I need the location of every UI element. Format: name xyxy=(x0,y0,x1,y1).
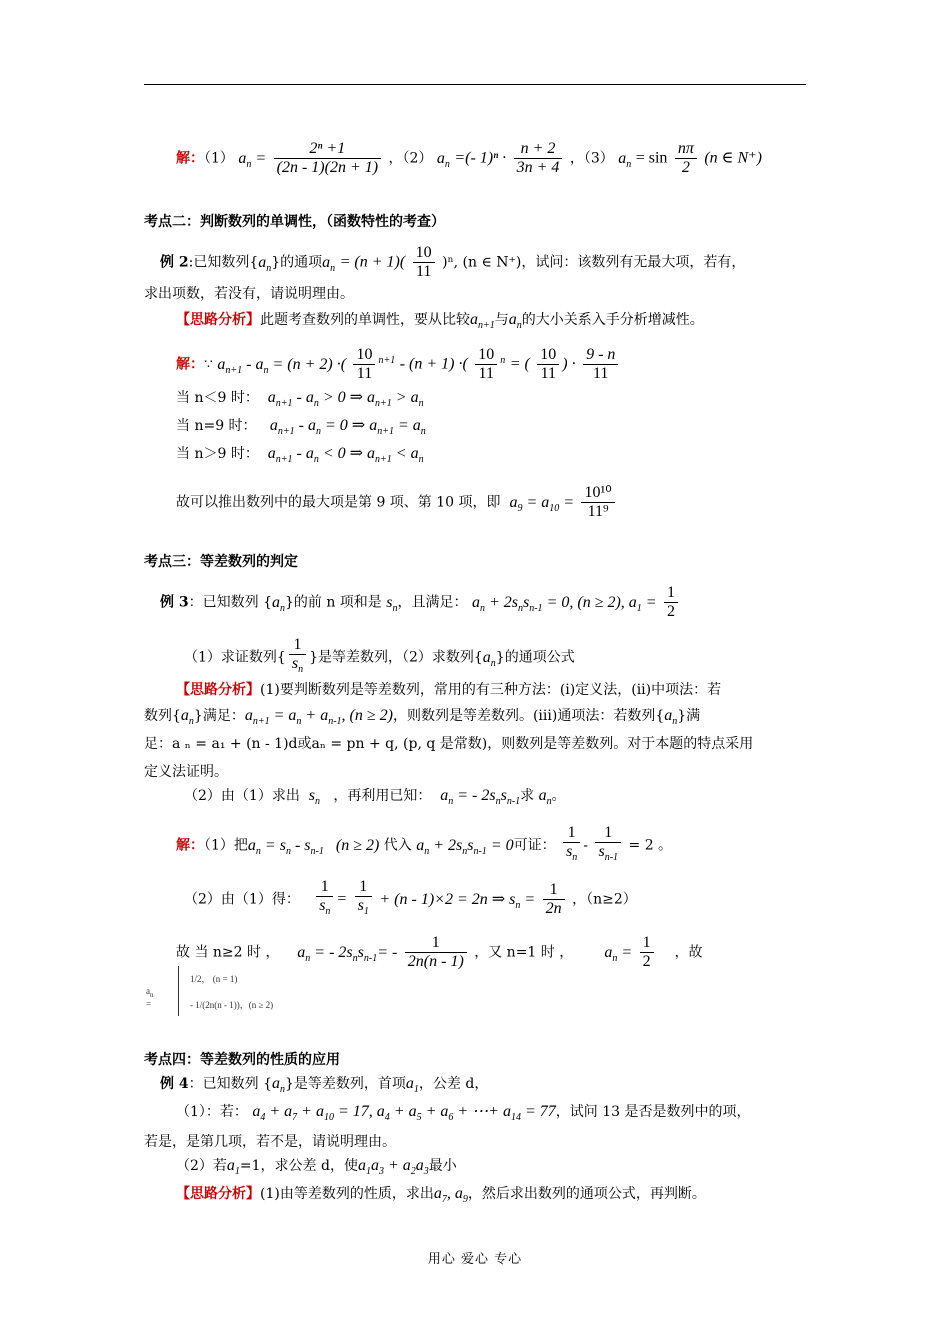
example-4-q1-line2: 若是，是第几项，若不是，请说明理由。 xyxy=(144,1134,396,1150)
analysis-4: 【思路分析】(1)由等差数列的性质，求出$a_7$, $a_9$，然后求出数列的通项公式，再判断。 xyxy=(176,1185,706,1206)
solution-3-line1: 解：（1）把$a_n = s_n - s_{n-1}$ (n ≥ 2) 代入 $a_n + 2s_ns_{n-1} = 0$可证： $\frac{1}{s_n}$ - $\frac{1}{s_{n-1}}$ = 2 。 xyxy=(176,824,673,864)
example-4-q2: （2）若$a_1=1$，求公差 d，使$a_1a_3 + a_2a_3$最小 xyxy=(176,1157,457,1178)
solution-2: 解：∵ $a_{n+1} - a_n = (n + 2)$ ·( $\frac{10}{11}$ $^{n+1}$ - (n + 1) ·( $\frac{10}{11}$ $^n$ = ( $\frac{10}{11}$ ) · $\frac{9 - n}{11}$ xyxy=(176,346,621,383)
section-title-kp2: 考点二：判断数列的单调性，（函数特性的考查） xyxy=(144,214,445,230)
ex1-solution: 解：（1） $a_n$ = $\frac{\text{2ⁿ +1}}{(2n - 1)(2n + 1)}$ ，（2） $a_n$ =(- 1)ⁿ · $\frac{n + 2}{3n + 4}$ ，（3） $a_n = \sin$ $\frac{n\pi}{2}$ (n ∈ N⁺) xyxy=(176,140,762,176)
analysis-3-line1: 【思路分析】(1)要判断数列是等差数列，常用的有三种方法：(i)定义法，(ii)中项法：若 xyxy=(176,682,722,698)
section-title-kp4: 考点四：等差数列的性质的应用 xyxy=(144,1052,340,1068)
section-title-kp3: 考点三：等差数列的判定 xyxy=(144,554,298,570)
analysis-3-line4: 定义法证明。 xyxy=(144,764,228,780)
solution-label: 解： xyxy=(176,837,204,854)
analysis-3-line2: 数列$\{a_n\}$满足：$a_{n+1} = a_n + a_{n-1}$, (n ≥ 2)，则数列是等差数列。(iii)通项法：若数列$\{a_n\}$满 xyxy=(144,707,701,728)
fraction: $\frac{\text{2ⁿ +1}}{(2n - 1)(2n + 1)}$ xyxy=(274,140,381,177)
header-rule xyxy=(144,84,806,85)
case-2: 当 n=9 时： $a_{n+1} - a_n = 0$ ⇒ $a_{n+1} = a_n$ xyxy=(176,417,426,438)
example-3: 例 3：已知数列 $\{a_n\}$的前 n 项和是 $s_n$，且满足： $a_n + 2s_ns_{n-1} = 0$, (n ≥ 2), $a_1$ = $\frac{1}{2}$ xyxy=(160,584,681,621)
analysis-label: 【思路分析】 xyxy=(176,682,260,698)
example-3-questions: （1）求证数列{ $\frac{1}{s_n}$ }是等差数列，（2）求数列$\{a_n\}$的通项公式 xyxy=(184,636,575,676)
analysis-2: 【思路分析】此题考查数列的单调性，要从比较$a_{n+1}$与$a_n$的大小关系入手分析增减性。 xyxy=(176,311,704,332)
page-footer: 用心 爱心 专心 xyxy=(427,1252,523,1267)
example-2-line2: 求出项数，若没有，请说明理由。 xyxy=(144,286,354,302)
example-4-q1: （1）：若： $a_4 + a_7 + a_{10} = 17$, $a_4 + a_5 + a_6$ + ⋯+ $a_{14} = 77$，试问 13 是否是数列中的项， xyxy=(176,1103,751,1124)
fraction: $\frac{n\pi}{2}$ xyxy=(675,140,697,177)
solution-3-line2: （2）由（1）得： $\frac{1}{s_n}$ = $\frac{1}{s_1}$ + (n - 1)×2 = 2n ⇒ $s_n$ = $\frac{1}{2n}$ ，（n≥2） xyxy=(184,878,637,918)
example-4: 例 4：已知数列 $\{a_n\}$是等差数列，首项$a_1$，公差 d， xyxy=(160,1075,489,1096)
fraction: $\frac{n + 2}{3n + 4}$ xyxy=(514,140,563,177)
analysis-label: 【思路分析】 xyxy=(176,312,260,328)
solution-3-line3: 故 当 n≥2 时 ， $a_n$ = - $2s_ns_{n-1}=$ - $\frac{1}{2n(n - 1)}$ ，又 n=1 时 ， $a_n$ = $\frac{1}{2}$ ，故 xyxy=(176,934,703,970)
solution-label: 解： xyxy=(176,150,204,167)
brace xyxy=(178,966,187,1016)
case-1: 当 n＜9 时： $a_{n+1} - a_n > 0$ ⇒ $a_{n+1} > a_n$ xyxy=(176,389,424,410)
solution-label: 解： xyxy=(176,356,204,373)
fraction: $\frac{10}{11}$ xyxy=(413,244,435,281)
analysis-3-line3: 足：a ₙ = a₁ + (n - 1)d或aₙ = pn + q, (p, q 是常数)，则数列是等差数列。对于本题的特点采用 xyxy=(144,736,754,752)
case-3: 当 n＞9 时： $a_{n+1} - a_n < 0$ ⇒ $a_{n+1} < a_n$ xyxy=(176,445,424,466)
analysis-3-line5: （2）由（1）求出 $s_n$ ，再利用已知： $a_n$ = - $2s_ns_{n-1}$求 $a_n$。 xyxy=(184,787,566,808)
analysis-label: 【思路分析】 xyxy=(176,1186,260,1202)
example-2: 例 2:已知数列$\{a_n\}$的通项$a_n = (n + 1)$( $\frac{10}{11}$ )ⁿ, (n ∈ N⁺)，试问：该数列有无最大项，若有， xyxy=(160,244,746,280)
conclusion-2: 故可以推出数列中的最大项是第 9 项、第 10 项，即 $a_9 = a_{10}$ = $\frac{\text{10¹⁰}}{\text{11⁹}}$ xyxy=(176,484,618,521)
